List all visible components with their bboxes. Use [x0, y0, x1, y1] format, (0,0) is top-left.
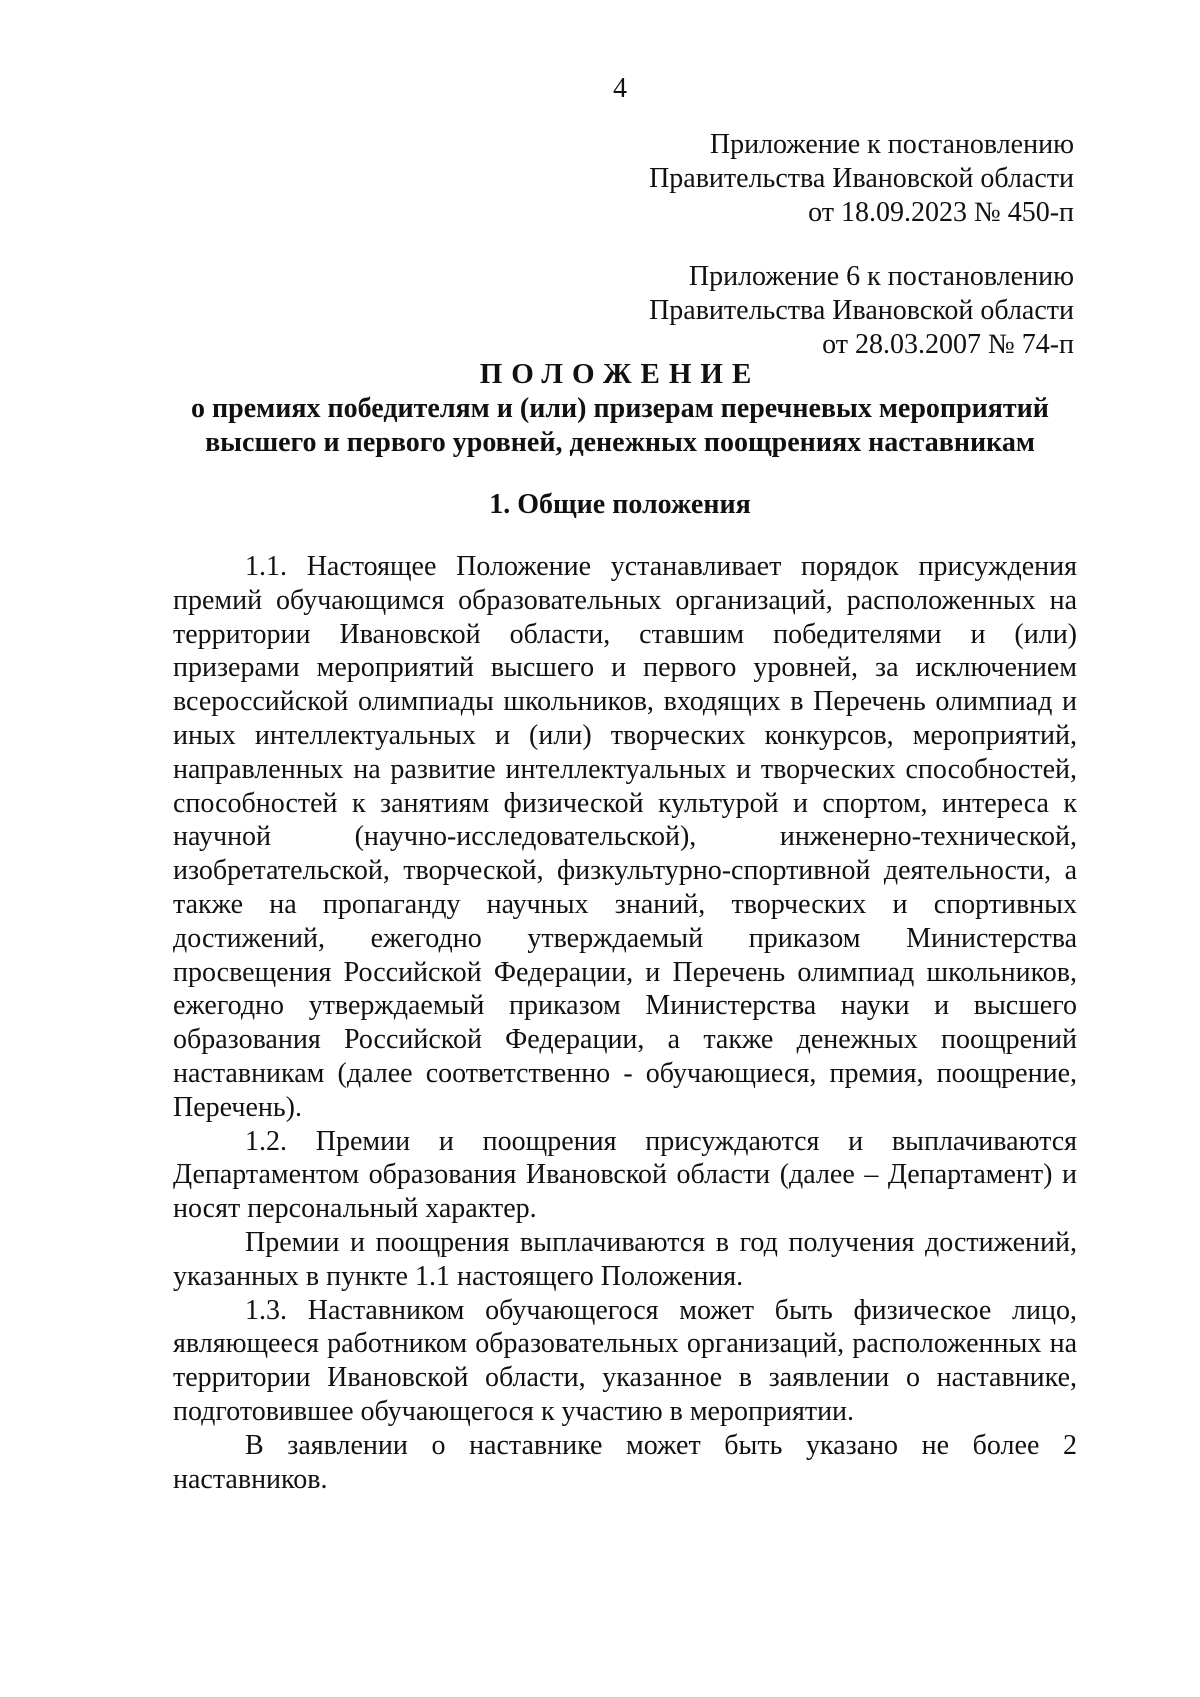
paragraph-1-3: 1.3. Наставником обучающегося может быть физическое лицо, являющееся работником образовательных организаций, расположенных на территории Ивановской области, указанное в заявлении о наставнике, подготовившее обучающегося к участию в мероприятии.: [173, 1294, 1077, 1427]
paragraph-1-1: 1.1. Настоящее Положение устанавливает порядок присуждения премий обучающимся образовательных организаций, расположенных на территории Ивановской области, ставшим победителями и (или) призерами мероприятий высшего и первого уровней, за исключением всероссийской олимпиады школьников, входящих в Перечень олимпиад и иных интеллектуальных и (или) творческих конкурсов, мероприятий, направленных на развитие интеллектуальных и творческих способностей, способностей к занятиям физической культурой и спортом, интереса к научной (научно-исследовательской), инженерно-технической, изобретательской, творческой, физкультурно-спортивной деятельности, а также на пропаганду научных знаний, творческих и спортивных достижений, ежегодно утверждаемый приказом Министерства просвещения Российской Федерации, и Перечень олимпиад школьников, ежегодно утверждаемый приказом Министерства науки и высшего образования Российской Федерации, а также денежных поощрений наставникам (далее соответственно - обучающиеся, премия, поощрение, Перечень).: [173, 551, 1077, 1123]
appendix-line: от 28.03.2007 № 74-п: [822, 329, 1074, 360]
paragraph-1-2: 1.2. Премии и поощрения присуждаются и выплачиваются Департаментом образования Ивановской области (далее – Департамент) и носят персональный характер.: [173, 1125, 1077, 1225]
document-heading: [140, 356, 1100, 460]
appendix-line: Приложение к постановлению: [709, 129, 1074, 160]
appendix-line: Приложение 6 к постановлению: [688, 261, 1074, 292]
paragraph-1-2-continued: Премии и поощрения выплачиваются в год получения достижений, указанных в пункте 1.1 настоящего Положения.: [173, 1226, 1077, 1292]
appendix-line: Правительства Ивановской области: [649, 295, 1074, 326]
document-subtitle-line: высшего и первого уровней, денежных поощрениях наставникам: [205, 427, 1035, 458]
appendix-reference-current: [374, 128, 1074, 230]
page-number: 4: [613, 73, 627, 104]
document-title: ПОЛОЖЕНИЕ: [479, 358, 761, 390]
appendix-line: от 18.09.2023 № 450-п: [808, 197, 1074, 228]
appendix-line: Правительства Ивановской области: [649, 163, 1074, 194]
paragraph-1-3-continued: В заявлении о наставнике может быть указано не более 2 наставников.: [173, 1429, 1077, 1495]
section-heading: 1. Общие положения: [489, 489, 751, 520]
document-subtitle-line: о премиях победителям и (или) призерам перечневых мероприятий: [191, 393, 1049, 424]
appendix-reference-original: [374, 260, 1074, 362]
body-text: [173, 550, 1077, 1496]
